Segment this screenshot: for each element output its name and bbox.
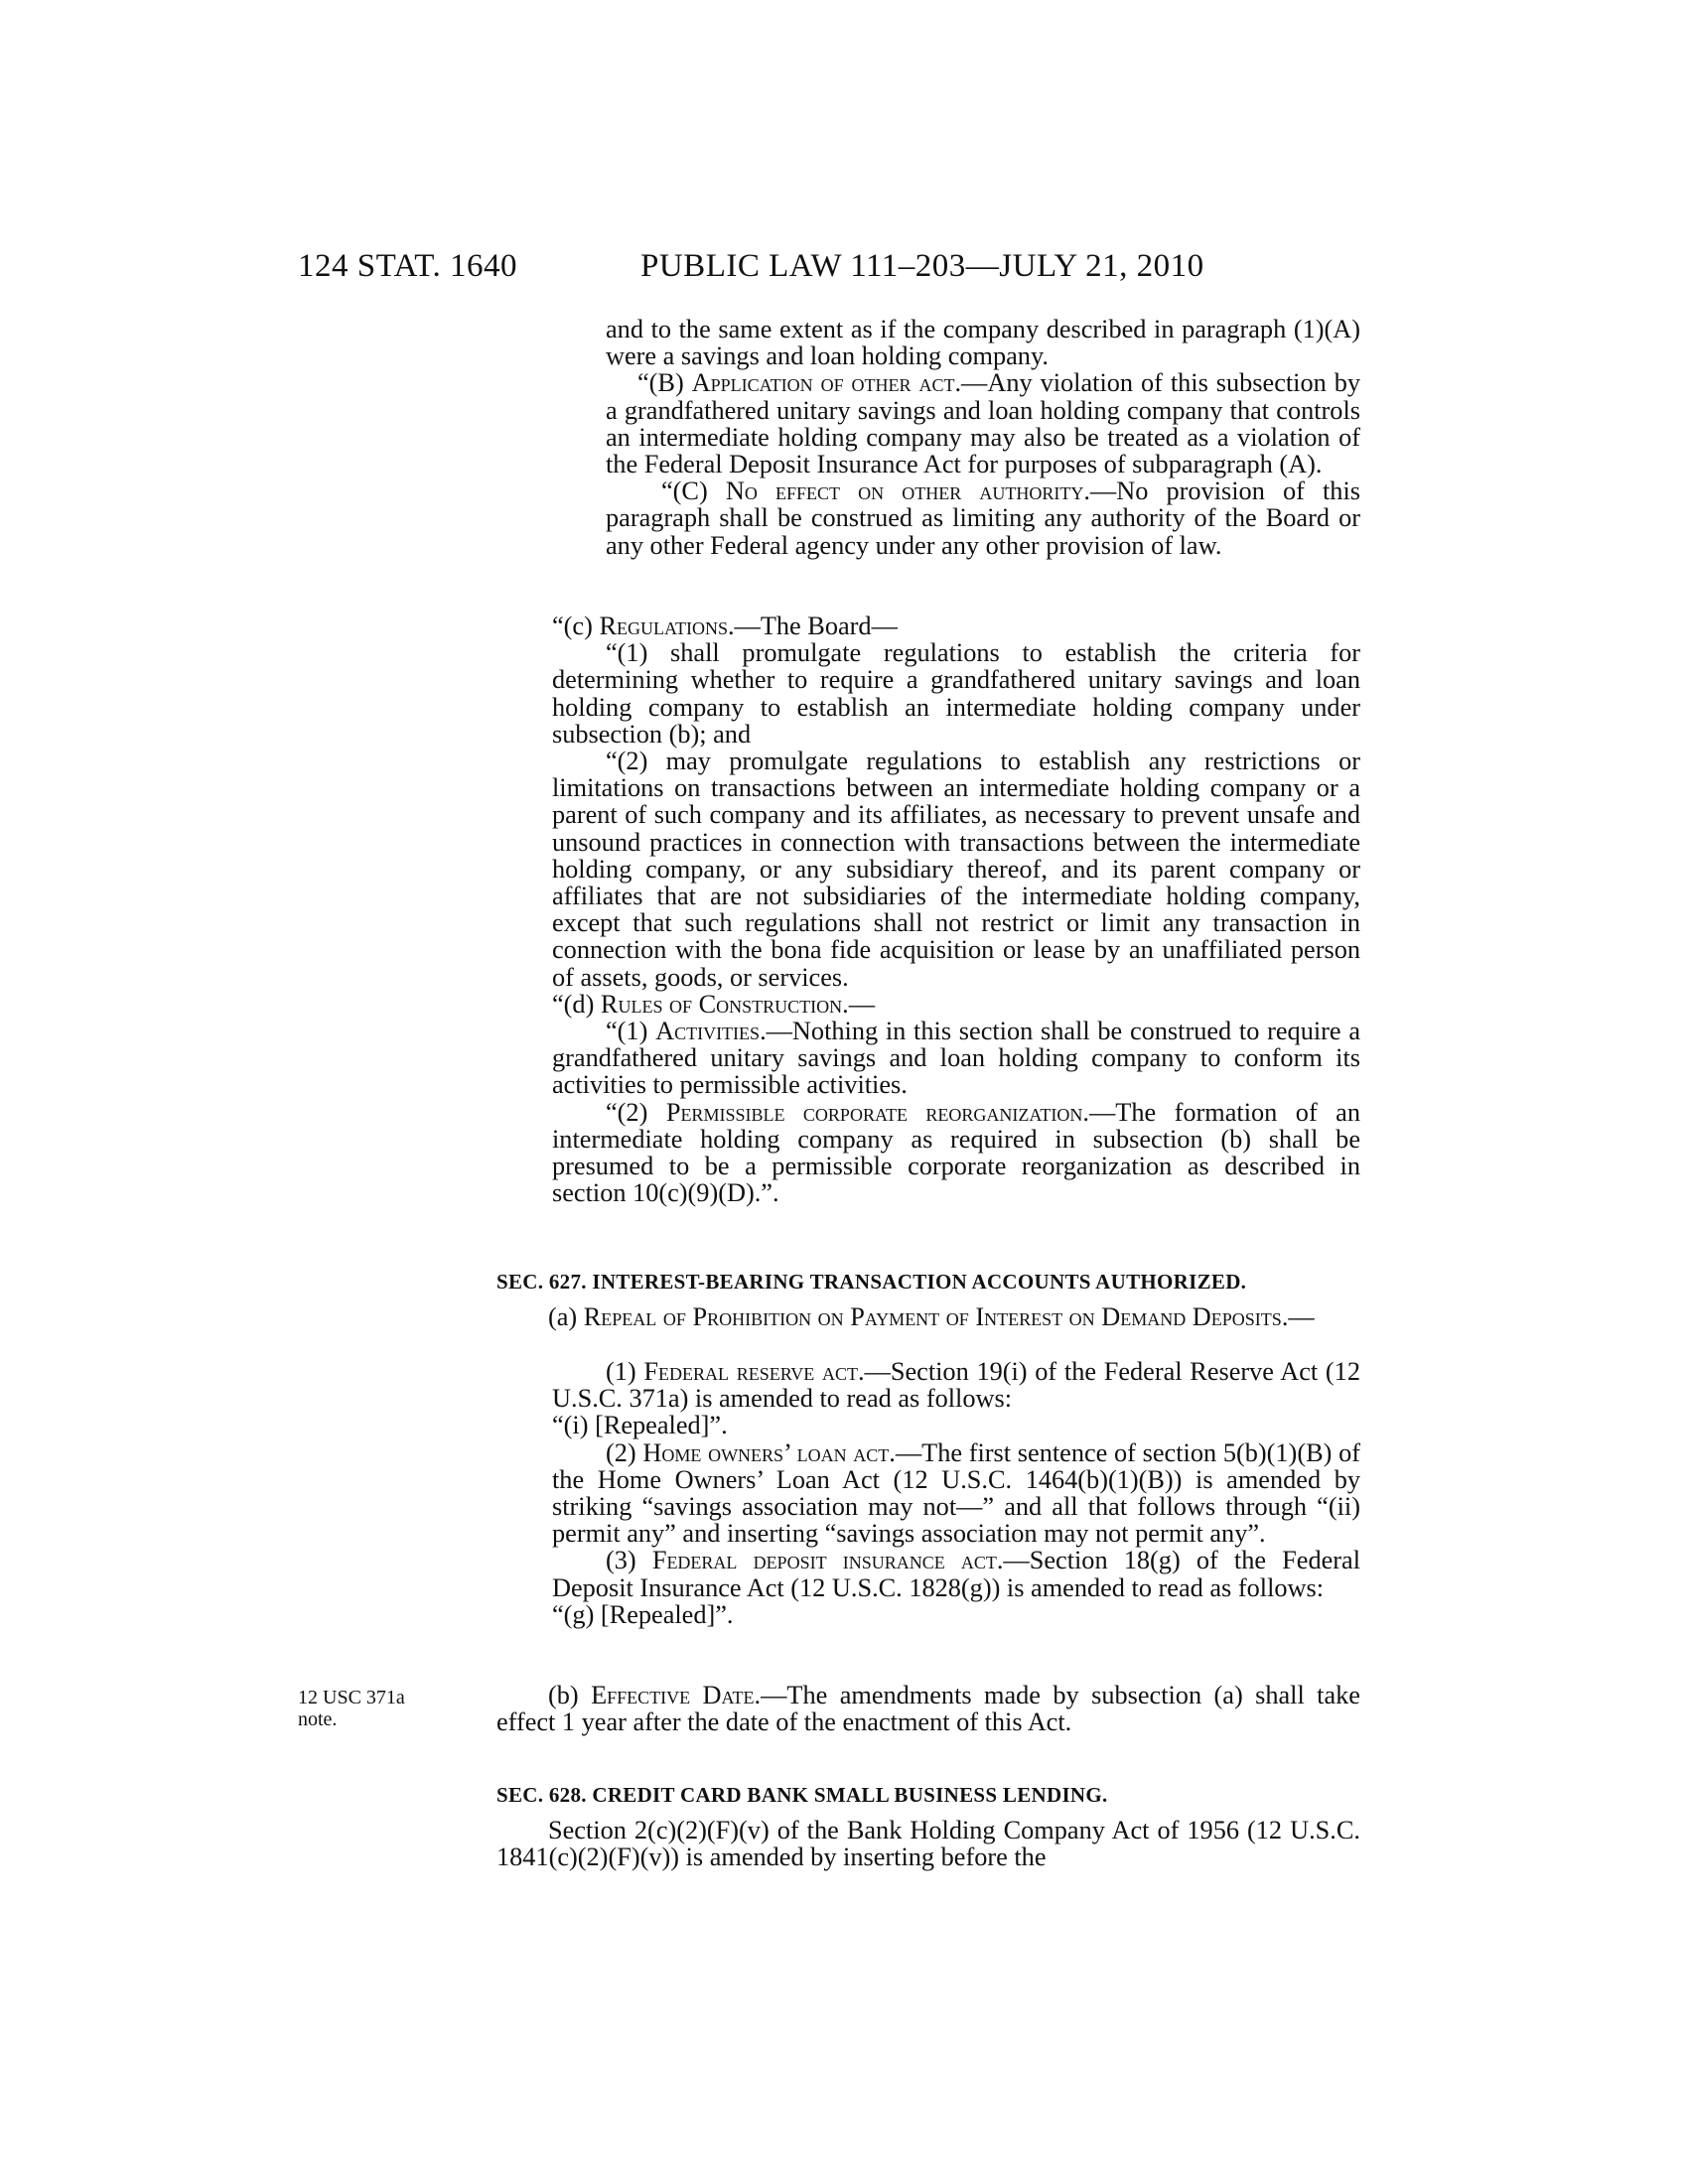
subsection-d-paragraph-1: “(1) Activities.—Nothing in this section shall be construed to require a grandfathered unitary savings and loan holding company to conform its activities to permissible activities. [552, 1017, 1360, 1100]
paragraph-federal-reserve-act: (1) Federal reserve act.—Section 19(i) of the Federal Reserve Act (12 U.S.C. 371a) is amended to read as follows: [552, 1357, 1360, 1414]
subsection-d: “(d) Rules of Construction.— [552, 989, 876, 1019]
section-628-paragraph: Section 2(c)(2)(F)(v) of the Bank Holding Company Act of 1956 (12 U.S.C. 1841(c)(2)(F)(v)) is amended by inserting before the [496, 1816, 1360, 1872]
margin-note [298, 1687, 405, 1730]
margin-note-citation: 12 USC 371a [298, 1687, 405, 1708]
paragraph-federal-deposit-insurance-act: (3) Federal deposit insurance act.—Section 18(g) of the Federal Deposit Insurance Act (12 U.S.C. 1828(g)) is amended to read as follows: [552, 1546, 1360, 1602]
reorganization-heading: Permissible corporate reorganization [665, 1097, 1083, 1127]
effective-date-heading: Effective Date [591, 1681, 755, 1709]
repealed-i-quote: “(i) [Repealed]”. [552, 1411, 728, 1440]
section-627-subsection-b [496, 1682, 1360, 1735]
section-628-body [496, 1817, 1360, 1870]
subsection-c-paragraph-2: “(2) may promulgate regulations to establish any restrictions or limitations on transactions between an intermediate holding company or a parent of such company and its affiliates, as necessary to prevent unsafe and unsound practices in connection with transactions between the intermediate holding company, or any subsidiary thereof, and its parent company or affiliates that are not subsidiaries of the intermediate holding company, except that such regulations shall not restrict or limit any transaction in connection with the bona fide acquisition or lease by an unaffiliated person of assets, goods, or services. [552, 747, 1360, 992]
home-owners-loan-act-heading: Home owners’ loan act [642, 1437, 890, 1467]
subparagraph-c-heading: No effect on other authority [725, 477, 1084, 506]
section-627-heading: SEC. 627. INTEREST-BEARING TRANSACTION ACCOUNTS AUTHORIZED. [496, 1270, 1247, 1294]
stat-page-number: 124 STAT. 1640 [298, 248, 518, 284]
effective-date-paragraph: (b) Effective Date.—The amendments made by subsection (a) shall take effect 1 year after the date of the enactment of this Act. [496, 1681, 1360, 1737]
section-627-paragraphs [552, 1358, 1360, 1628]
subparagraph-b: “(B) Application of other act.—Any violation of this subsection by a grandfathered unitary savings and loan holding company that controls an intermediate holding company may also be treated as a violation of the Federal Deposit Insurance Act for purposes of subparagraph (A). [606, 368, 1361, 479]
subsection-c-paragraph-1: “(1) shall promulgate regulations to establish the criteria for determining whether to require a grandfathered unitary savings and loan holding company to establish an intermediate holding company under subsection (b); and [552, 638, 1360, 749]
paragraph-continuation: and to the same extent as if the company described in paragraph (1)(A) were a savings and loan holding company. [606, 315, 1360, 371]
subparagraph-block [606, 316, 1360, 559]
public-law-title: PUBLIC LAW 111–203—JULY 21, 2010 [640, 248, 1204, 284]
section-628-heading: SEC. 628. CREDIT CARD BANK SMALL BUSINESS LENDING. [496, 1783, 1108, 1807]
subsection-c-heading: Regulations [599, 612, 728, 640]
subparagraph-c: “(C) No effect on other authority.—No provision of this paragraph shall be construed as limiting any authority of the Board or any other Federal agency under any other provision of law. [606, 477, 1360, 560]
subsections-c-d [552, 613, 1360, 1206]
section-627-body [496, 1303, 1360, 1330]
federal-reserve-act-heading: Federal reserve act [643, 1357, 858, 1386]
margin-note-label: note. [298, 1708, 338, 1730]
subsection-d-paragraph-2: “(2) Permissible corporate reorganization.—The formation of an intermediate holding company as required in subsection (b) shall be presumed to be a permissible corporate reorganization as described in section 10(c)(9)(D).”. [552, 1097, 1360, 1208]
subparagraph-b-heading: Application of other act [691, 368, 955, 398]
subsection-a-heading: Repeal of Prohibition on Payment of Interest on Demand Deposits [583, 1302, 1282, 1331]
paragraph-home-owners-loan-act: (2) Home owners’ loan act.—The first sentence of section 5(b)(1)(B) of the Home Owners’ Loan Act (12 U.S.C. 1464(b)(1)(B)) is amended by striking “savings association may not—” and all that follows through “(ii) permit any” and inserting “savings association may not permit any”. [552, 1437, 1360, 1549]
repealed-g-quote: “(g) [Repealed]”. [552, 1599, 734, 1629]
fdic-act-heading: Federal deposit insurance act [651, 1546, 997, 1575]
subsection-c: “(c) Regulations.—The Board— [552, 612, 898, 640]
section-627-subsection-a: (a) Repeal of Prohibition on Payment of Interest on Demand Deposits.— [548, 1302, 1315, 1331]
subsection-d-heading: Rules of Construction [600, 989, 843, 1019]
activities-heading: Activities [655, 1017, 761, 1046]
